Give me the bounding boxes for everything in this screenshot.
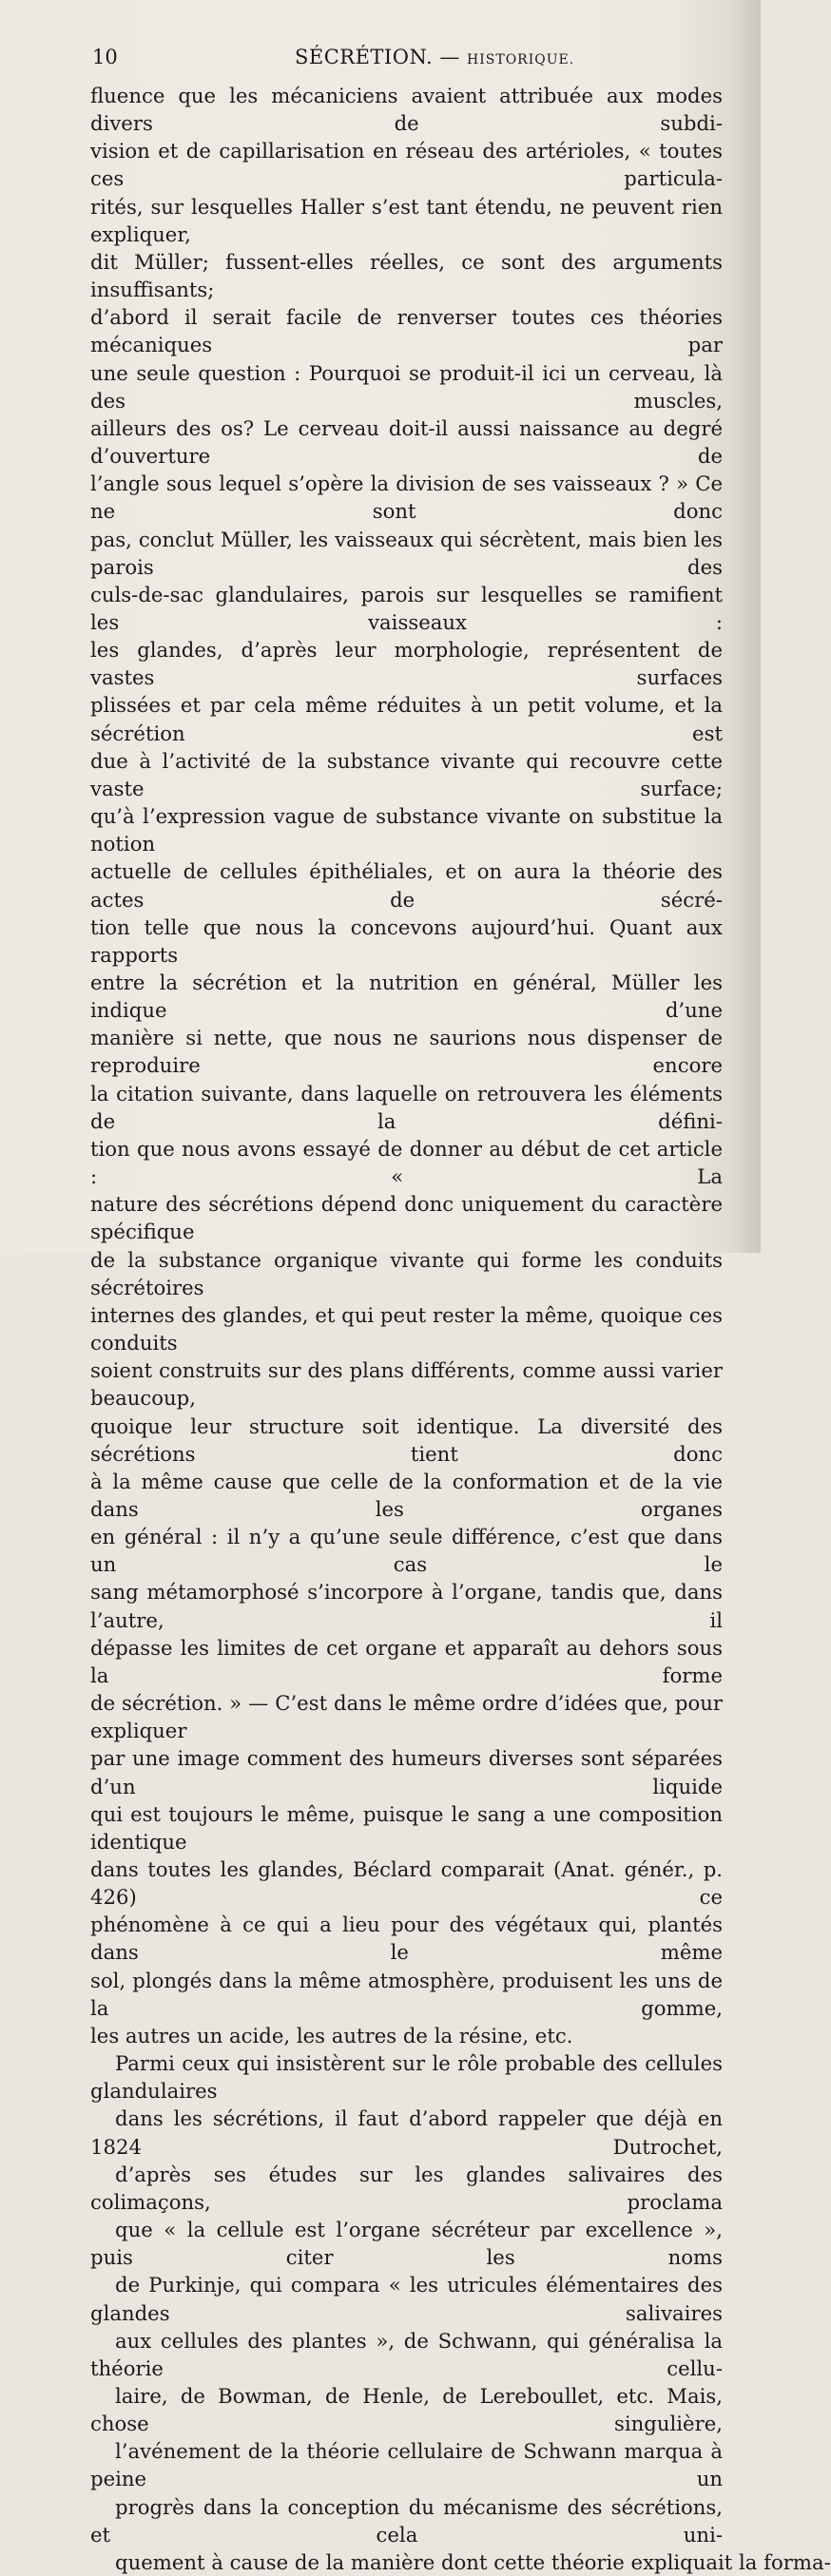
body-text — [90, 82, 831, 2576]
text-line: plissées et par cela même réduites à un petit volume, et la sécrétion est — [90, 693, 723, 745]
text-line: dans toutes les glandes, Béclard comparait (Anat. génér., p. 426) ce — [90, 1857, 723, 1910]
paragraph — [90, 82, 723, 2049]
text-line: les autres un acide, les autres de la résine, etc. — [90, 2023, 573, 2047]
running-header — [90, 46, 723, 74]
text-line: aux cellules des plantes », de Schwann, qui généralisa la théorie cellu- — [90, 2328, 723, 2380]
running-title-dash: — — [439, 46, 460, 68]
text-line: tion que nous avons essayé de donner au début de cet article : « La — [90, 1136, 723, 1189]
text-line: actuelle de cellules épithéliales, et on aura la théorie des actes de sécré- — [90, 859, 723, 912]
text-line: d’abord il serait facile de renverser toutes ces théories mécaniques par — [90, 305, 723, 357]
text-line: qu’à l’expression vague de substance vivante on substitue la notion — [90, 804, 723, 856]
text-line: phénomène à ce qui a lieu pour des végétaux qui, plantés dans le même — [90, 1913, 723, 1965]
text-line: manière si nette, que nous ne saurions nous dispenser de reproduire encore — [90, 1026, 723, 1078]
text-line: l’avénement de la théorie cellulaire de Schwann marqua à peine un — [90, 2439, 723, 2491]
text-line: sang métamorphosé s’incorpore à l’organe, tandis que, dans l’autre, il — [90, 1580, 723, 1632]
text-line: nature des sécrétions dépend donc uniquement du caractère spécifique — [90, 1192, 723, 1244]
text-line: par une image comment des humeurs diverses sont séparées d’un liquide — [90, 1746, 723, 1798]
text-line: de Purkinje, qui compara « les utricules élémentaires des glandes salivaires — [90, 2273, 723, 2325]
text-line: que « la cellule est l’organe sécréteur par excellence », puis citer les noms — [90, 2218, 723, 2270]
text-line: fluence que les mécaniciens avaient attribuée aux modes divers de subdi- — [90, 84, 723, 136]
text-line: quement à cause de la manière dont cette théorie expliquait la forma- — [115, 2549, 831, 2574]
page-number: 10 — [92, 46, 118, 68]
text-line: soient construits sur des plans différents, comme aussi varier beaucoup, — [90, 1358, 723, 1411]
text-line: dit Müller; fussent-elles réelles, ce sont des arguments insuffisants; — [90, 249, 723, 302]
text-line: tion telle que nous la concevons aujourd’hui. Quant aux rapports — [90, 914, 723, 967]
text-line: progrès dans la conception du mécanisme des sécrétions, et cela uni- — [90, 2494, 723, 2547]
text-line: quoique leur structure soit identique. La diversité des sécrétions tient donc — [90, 1413, 723, 1466]
text-line: sol, plongés dans la même atmosphère, produisent les uns de la gomme, — [90, 1968, 723, 2020]
text-line: due à l’activité de la substance vivante qui recouvre cette vaste surface; — [90, 748, 723, 800]
text-line: laire, de Bowman, de Henle, de Lereboullet, etc. Mais, chose singulière, — [90, 2383, 723, 2436]
running-title — [295, 46, 574, 68]
text-line: les glandes, d’après leur morphologie, représentent de vastes surfaces — [90, 638, 723, 690]
text-line: la citation suivante, dans laquelle on retrouvera les éléments de la défini- — [90, 1081, 723, 1133]
text-line: dépasse les limites de cet organe et apparaît au dehors sous la forme — [90, 1635, 723, 1687]
text-line: à la même cause que celle de la conformation et de la vie dans les organes — [90, 1469, 723, 1521]
text-line: d’après ses études sur les glandes salivaires des colimaçons, proclama — [90, 2162, 723, 2214]
text-line: qui est toujours le même, puisque le sang a une composition identique — [90, 1801, 723, 1854]
paragraph — [90, 2049, 831, 2576]
text-line: l’angle sous lequel s’opère la division de ses vaisseaux ? » Ce ne sont donc — [90, 471, 723, 524]
text-line: rités, sur lesquelles Haller s’est tant étendu, ne peuvent rien expliquer, — [90, 194, 723, 246]
text-line: de sécrétion. » — C’est dans le même ordre d’idées que, pour expliquer — [90, 1691, 723, 1743]
text-line: une seule question : Pourquoi se produit-il ici un cerveau, là des muscles, — [90, 360, 723, 413]
running-title-sub: HISTORIQUE. — [467, 52, 575, 67]
text-line: dans les sécrétions, il faut d’abord rappeler que déjà en 1824 Dutrochet, — [90, 2106, 723, 2159]
text-line: pas, conclut Müller, les vaisseaux qui sécrètent, mais bien les parois des — [90, 527, 723, 579]
text-line: vision et de capillarisation en réseau des artérioles, « toutes ces particula- — [90, 139, 723, 191]
text-line: internes des glandes, et qui peut rester la même, quoique ces conduits — [90, 1302, 723, 1355]
text-line: ailleurs des os? Le cerveau doit-il aussi naissance au degré d’ouverture de — [90, 415, 723, 469]
text-line: de la substance organique vivante qui forme les conduits sécrétoires — [90, 1247, 723, 1299]
text-line: Parmi ceux qui insistèrent sur le rôle probable des cellules glandulaires — [90, 2051, 723, 2104]
running-title-main: SÉCRÉTION. — [295, 46, 434, 68]
text-line: entre la sécrétion et la nutrition en général, Müller les indique d’une — [90, 971, 723, 1023]
text-line: culs-de-sac glandulaires, parois sur lesquelles se ramifient les vaisseaux : — [90, 582, 723, 634]
text-line: en général : il n’y a qu’une seule différence, c’est que dans un cas le — [90, 1525, 723, 1577]
